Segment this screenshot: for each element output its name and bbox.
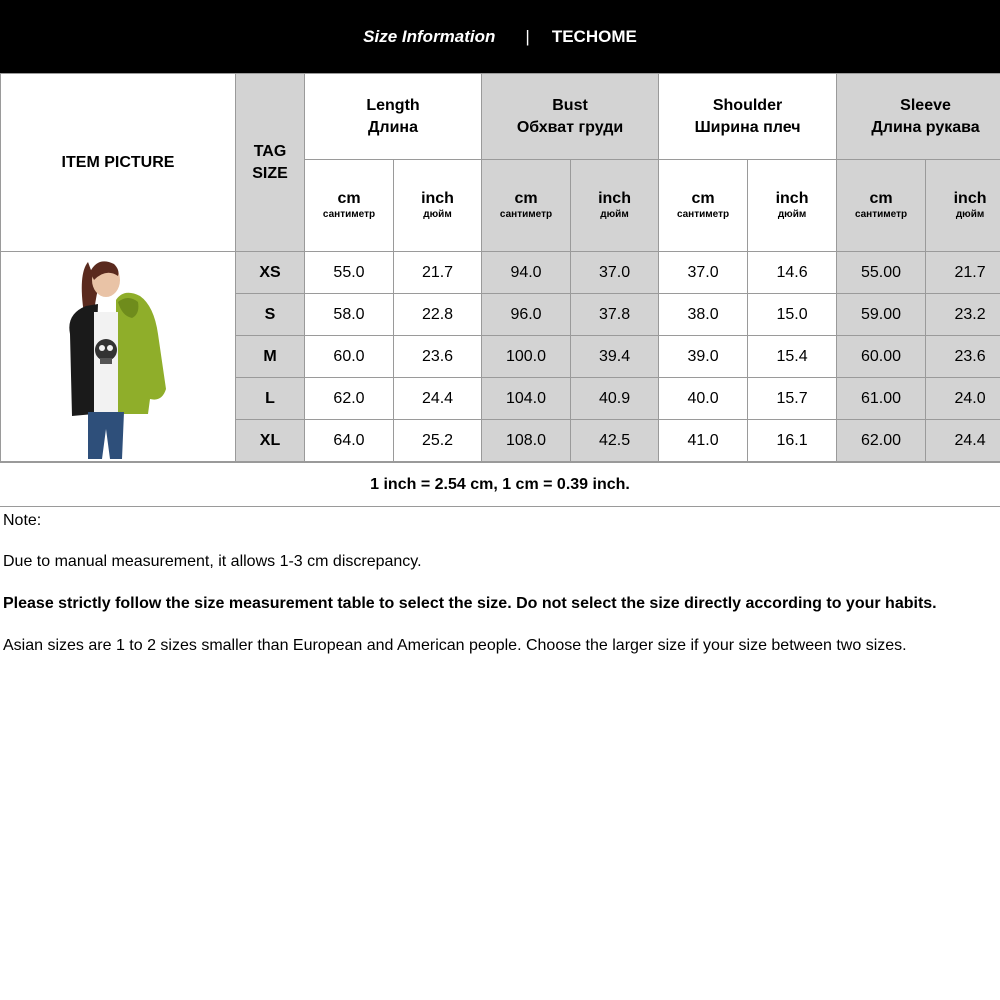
unit-inch: inch дюйм [926, 160, 1000, 252]
value-cell: 94.0 [482, 252, 571, 294]
conversion-note: 1 inch = 2.54 cm, 1 cm = 0.39 inch. [0, 462, 1000, 507]
header-title: Size Information [363, 26, 496, 46]
value-cell: 23.6 [394, 336, 482, 378]
item-picture-header: ITEM PICTURE [1, 74, 236, 252]
sleeve-header: Sleeve Длина рукава [837, 74, 1000, 160]
value-cell: 60.0 [305, 336, 394, 378]
value-cell: 100.0 [482, 336, 571, 378]
value-cell: 58.0 [305, 294, 394, 336]
value-cell: 62.00 [837, 420, 926, 462]
value-cell: 42.5 [571, 420, 659, 462]
unit-cm: cm сантиметр [837, 160, 926, 252]
value-cell: 22.8 [394, 294, 482, 336]
value-cell: 21.7 [926, 252, 1000, 294]
model-jacket-image [58, 254, 178, 459]
size-table [0, 73, 1000, 462]
shoulder-header: Shoulder Ширина плеч [659, 74, 837, 160]
size-label: S [236, 294, 305, 336]
value-cell: 96.0 [482, 294, 571, 336]
value-cell: 37.0 [571, 252, 659, 294]
value-cell: 61.00 [837, 378, 926, 420]
value-cell: 25.2 [394, 420, 482, 462]
value-cell: 38.0 [659, 294, 748, 336]
value-cell: 24.4 [926, 420, 1000, 462]
value-cell: 39.0 [659, 336, 748, 378]
value-cell: 15.4 [748, 336, 837, 378]
length-header: Length Длина [305, 74, 482, 160]
size-label: XL [236, 420, 305, 462]
value-cell: 15.7 [748, 378, 837, 420]
value-cell: 15.0 [748, 294, 837, 336]
value-cell: 104.0 [482, 378, 571, 420]
value-cell: 37.0 [659, 252, 748, 294]
size-label: XS [236, 252, 305, 294]
value-cell: 24.0 [926, 378, 1000, 420]
unit-inch: inch дюйм [571, 160, 659, 252]
value-cell: 21.7 [394, 252, 482, 294]
value-cell: 108.0 [482, 420, 571, 462]
bust-header: Bust Обхват груди [482, 74, 659, 160]
note-heading: Note: [3, 512, 42, 529]
value-cell: 39.4 [571, 336, 659, 378]
value-cell: 37.8 [571, 294, 659, 336]
note-discrepancy: Due to manual measurement, it allows 1-3 cm discrepancy. [3, 553, 422, 570]
value-cell: 40.0 [659, 378, 748, 420]
value-cell: 40.9 [571, 378, 659, 420]
value-cell: 62.0 [305, 378, 394, 420]
value-cell: 55.00 [837, 252, 926, 294]
value-cell: 23.2 [926, 294, 1000, 336]
note-asian-sizes: Asian sizes are 1 to 2 sizes smaller than European and American people. Choose the larger size if your size between two sizes. [3, 637, 907, 654]
notes-section [3, 512, 1000, 655]
value-cell: 16.1 [748, 420, 837, 462]
size-label: L [236, 378, 305, 420]
value-cell: 60.00 [837, 336, 926, 378]
unit-cm: cm сантиметр [659, 160, 748, 252]
header-brand: TECHOME [551, 26, 637, 46]
size-label: M [236, 336, 305, 378]
note-follow-table: Please strictly follow the size measurement table to select the size. Do not select the size directly according to your habits. [3, 595, 937, 612]
value-cell: 41.0 [659, 420, 748, 462]
value-cell: 55.0 [305, 252, 394, 294]
header-bar [0, 0, 1000, 73]
unit-cm: cm сантиметр [305, 160, 394, 252]
unit-cm: cm сантиметр [482, 160, 571, 252]
value-cell: 64.0 [305, 420, 394, 462]
value-cell: 23.6 [926, 336, 1000, 378]
value-cell: 24.4 [394, 378, 482, 420]
value-cell: 59.00 [837, 294, 926, 336]
header-separator: | [525, 26, 530, 46]
unit-inch: inch дюйм [394, 160, 482, 252]
unit-inch: inch дюйм [748, 160, 837, 252]
value-cell: 14.6 [748, 252, 837, 294]
tag-size-header: TAG SIZE [236, 74, 305, 252]
item-picture [1, 252, 236, 462]
